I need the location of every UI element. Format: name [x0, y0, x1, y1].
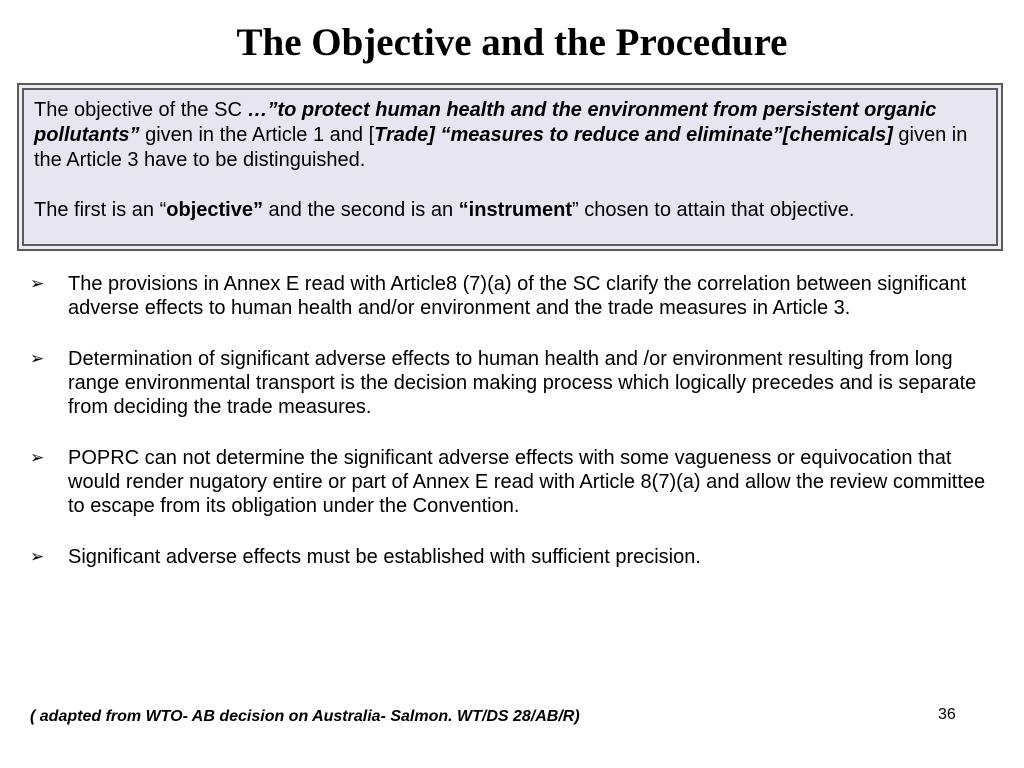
arrow-bullet-icon: ➢ [30, 448, 45, 468]
arrow-bullet-icon: ➢ [30, 349, 45, 369]
bullet-item [30, 545, 1005, 569]
bullet-text: POPRC can not determine the significant adverse effects with some vagueness or equivocation that would render nugatory entire or part of Annex E read with Article 8(7)(a) and allow the review committee to escape from its obligation under the Convention. [68, 447, 986, 517]
bullet-list [30, 272, 1005, 596]
arrow-bullet-icon: ➢ [30, 274, 45, 294]
trade-measures-quote: Trade] “measures to reduce and eliminate”[chemicals] [374, 124, 893, 146]
objective-text-2: given in the Article 1 and [ [139, 124, 375, 146]
bullet-item [30, 347, 1005, 419]
objective-keyword: objective” [166, 199, 263, 221]
objective-text-1: The objective of the SC [34, 99, 248, 121]
bullet-text: Significant adverse effects must be established with sufficient precision. [68, 546, 701, 568]
bullet-text: The provisions in Annex E read with Article8 (7)(a) of the SC clarify the correlation between significant adverse effects to human health and/or environment and the trade measures in Article 3. [68, 273, 967, 319]
objective-box [17, 83, 1003, 251]
objective-text-3: given in the Article 3 have to be distinguished. [34, 124, 968, 171]
instrument-keyword: “instrument [458, 199, 573, 221]
instrument-text-3: ” chosen to attain that objective. [572, 199, 855, 221]
objective-paragraph [34, 98, 986, 173]
bullet-item [30, 446, 1005, 518]
instrument-text-2: and the second is an [262, 199, 459, 221]
slide-title: The Objective and the Procedure [236, 21, 788, 64]
objective-quote: …”to protect human health and the environment from persistent organic pollutants” [34, 99, 937, 146]
bullet-text: Determination of significant adverse effects to human health and /or environment resulting from long range environmental transport is the decision making process which logically precedes and is separate from deciding the trade measures. [68, 348, 977, 418]
bullet-item [30, 272, 1005, 320]
instrument-text-1: The first is an “ [34, 199, 167, 221]
source-footnote: ( adapted from WTO- AB decision on Australia- Salmon. WT/DS 28/AB/R) [30, 708, 580, 725]
page-number: 36 [938, 706, 956, 723]
arrow-bullet-icon: ➢ [30, 547, 45, 567]
objective-box-inner [22, 88, 998, 246]
instrument-paragraph [34, 198, 986, 223]
